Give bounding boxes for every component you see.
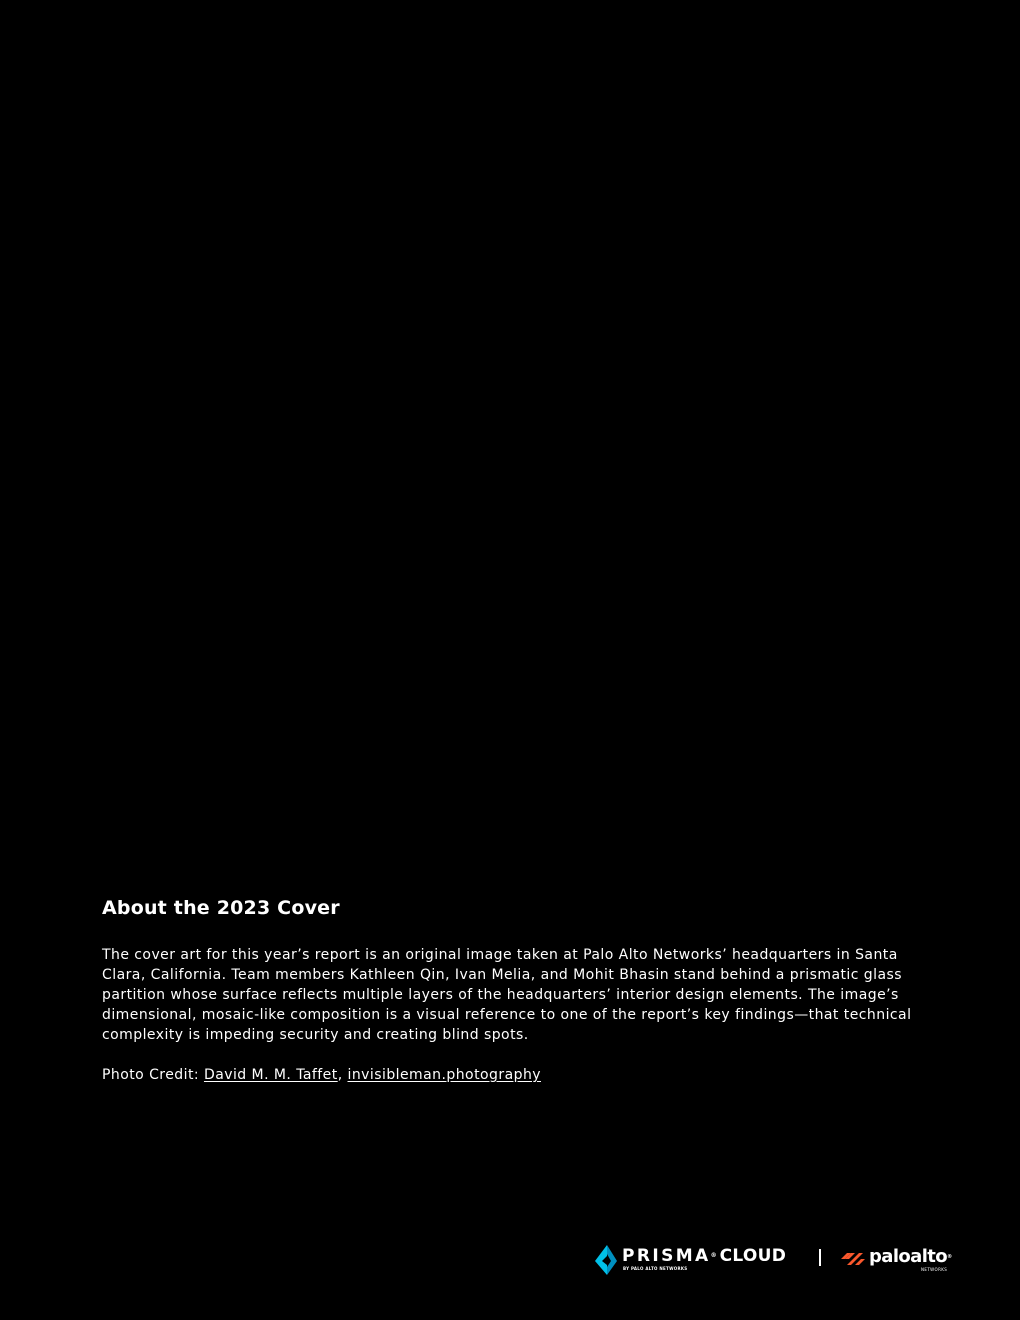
palo-alto-name: paloalto [869, 1246, 948, 1267]
credit-separator: , [337, 1067, 348, 1083]
photographer-link[interactable]: David M. M. Taffet [203, 1067, 338, 1083]
photography-site-link[interactable]: invisibleman.photography [347, 1067, 541, 1083]
palo-alto-wordmark [869, 1246, 952, 1268]
prisma-cloud-text: CLOUD [719, 1246, 787, 1266]
prisma-byline: BY PALO ALTO NETWORKS [623, 1266, 688, 1271]
palo-alto-networks-subtext: NETWORKS [921, 1267, 948, 1272]
section-heading: About the 2023 Cover [102, 897, 340, 919]
cover-description: The cover art for this year’s report is an original image taken at Palo Alto Networks’ headquarters in Santa Clara, California. Team members Kathleen Qin, Ivan Melia, and Mohit Bhasin stand behind a prismatic glass partition whose surface reflects multiple layers of the headquarters’ interior design elements. The image’s dimensional, mosaic-like composition is a visual reference to one of the report’s key findings—that technical complexity is impeding security and creating blind spots. [102, 947, 912, 1043]
photo-credit [102, 1065, 912, 1085]
footer-logos [595, 1244, 957, 1276]
prisma-cloud-wordmark [622, 1246, 786, 1266]
palo-alto-registered: ® [947, 1254, 953, 1260]
palo-alto-networks-logo-icon [841, 1249, 867, 1269]
photo-credit-label: Photo Credit: [102, 1067, 204, 1083]
about-cover-section [102, 894, 912, 1085]
logo-divider [819, 1249, 821, 1266]
prisma-name: PRISMA [622, 1246, 711, 1266]
prisma-trademark: ® [710, 1252, 717, 1259]
prisma-cloud-logo-icon [595, 1245, 617, 1275]
